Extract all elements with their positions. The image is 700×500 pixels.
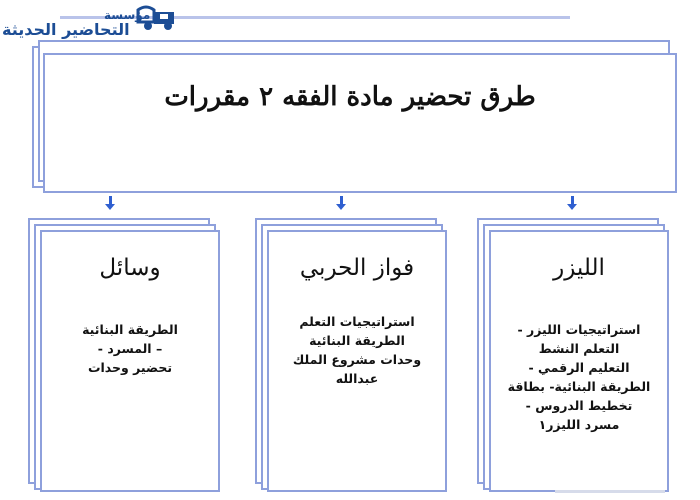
fawaz-line: استراتيجيات التعلم [299, 314, 415, 329]
wasail-line: – المسرد - [97, 341, 163, 356]
laser-line: التعلم النشط [538, 341, 620, 356]
card-fawaz-body [267, 312, 447, 388]
fawaz-line: الطريقة البنائية [309, 333, 405, 348]
bottom-decorative-line [555, 490, 665, 493]
laser-line: تخطيط الدروس - [525, 398, 633, 413]
wasail-line: الطريقة البنائية [82, 322, 178, 337]
heading-laser: الليزر [553, 255, 605, 281]
laser-line: استراتيجيات الليزر - [517, 322, 641, 337]
logo-name: التحاضير الحديثة [2, 20, 130, 39]
logo [0, 0, 190, 44]
heading-fawaz: فواز الحربي [299, 255, 415, 281]
laser-line: مسرد الليزر١ [538, 417, 620, 432]
logo-small-text: مؤسسة [104, 8, 151, 22]
heading-wasail: وسائل [99, 255, 161, 281]
fawaz-line: وحدات مشروع الملك [292, 352, 422, 367]
title-box [43, 53, 677, 193]
card-wasail-body [40, 320, 220, 377]
wasail-line: تحضير وحدات [87, 360, 173, 375]
fawaz-line: عبدالله [335, 371, 379, 386]
diagram-title: طرق تحضير مادة الفقه ٢ مقررات [164, 82, 536, 112]
laser-line: التعليم الرقمي - [528, 360, 630, 375]
laser-line: الطريقة البنائية- بطاقة [507, 379, 651, 394]
card-laser-body [489, 320, 669, 434]
